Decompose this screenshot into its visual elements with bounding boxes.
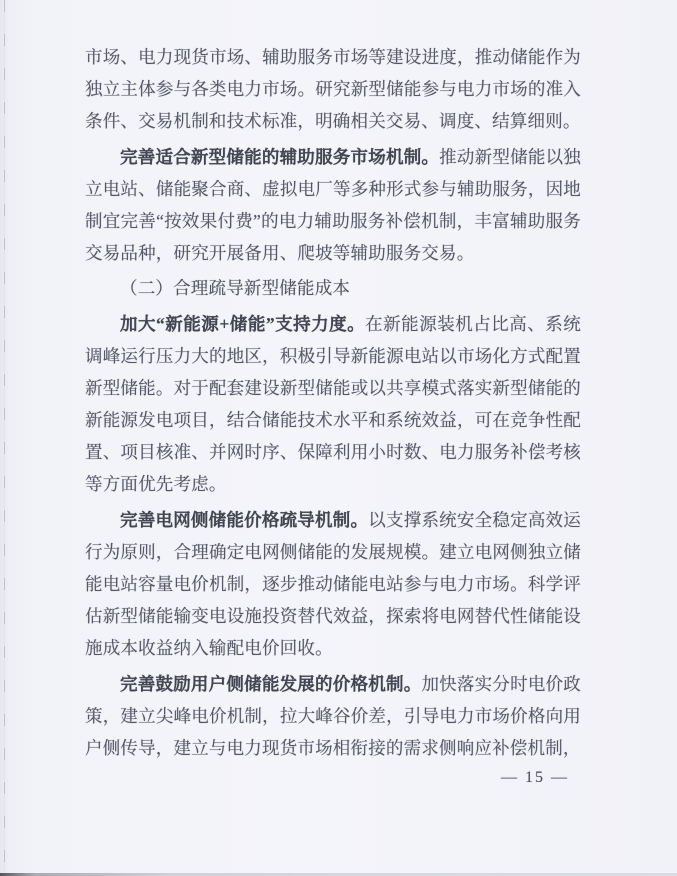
- paragraph: 市场、电力现货市场、辅助服务市场等建设进度，推动储能作为独立主体参与各类电力市场。研究新型储能参与电力市场的准入条件、交易机制和技术标准，明确相关交易、调度、结算细则。: [85, 47, 581, 131]
- page-number: — 15 —: [501, 769, 569, 786]
- paragraph: 完善适合新型储能的辅助服务市场机制。推动新型储能以独立电站、储能聚合商、虚拟电厂等多种形式参与辅助服务，因地制宜完善“按效果付费”的电力辅助服务补偿机制，丰富辅助服务交易品种，研究开展备用、爬坡等辅助服务交易。: [85, 147, 581, 263]
- paragraph-lead-bold: 加大“新能源+储能”支持力度。: [120, 314, 366, 334]
- paragraph-lead-bold: 完善电网侧储能价格疏导机制。: [120, 510, 369, 530]
- paragraph: 加大“新能源+储能”支持力度。在新能源装机占比高、系统调峰运行压力大的地区，积极引导新能源电站以市场化方式配置新型储能。对于配套建设新型储能或以共享模式落实新型储能的新能源发电项目，结合储能技术水平和系统效益，可在竞争性配置、项目核准、并网时序、保障利用小时数、电力服务补偿考核等方面优先考虑。: [85, 314, 581, 494]
- paragraph-lead-bold: 完善适合新型储能的辅助服务市场机制。: [120, 147, 440, 167]
- scanner-edge-artifact: [4, 0, 5, 876]
- paragraph: 完善电网侧储能价格疏导机制。以支撑系统安全稳定高效运行为原则，合理确定电网侧储能的发展规模。建立电网侧独立储能电站容量电价机制，逐步推动储能电站参与电力市场。科学评估新型储能输变电设施投资替代效益，探索将电网替代性储能设施成本收益纳入输配电价回收。: [85, 510, 581, 658]
- section-heading: （二）合理疏导新型储能成本: [120, 278, 351, 298]
- document-body: [85, 41, 581, 764]
- paragraph: 完善鼓励用户侧储能发展的价格机制。加快落实分时电价政策，建立尖峰电价机制，拉大峰谷价差，引导电力市场价格向用户侧传导，建立与电力现货市场相衔接的需求侧响应补偿机制，: [85, 674, 581, 758]
- paragraph-lead-bold: 完善鼓励用户侧储能发展的价格机制。: [120, 674, 422, 694]
